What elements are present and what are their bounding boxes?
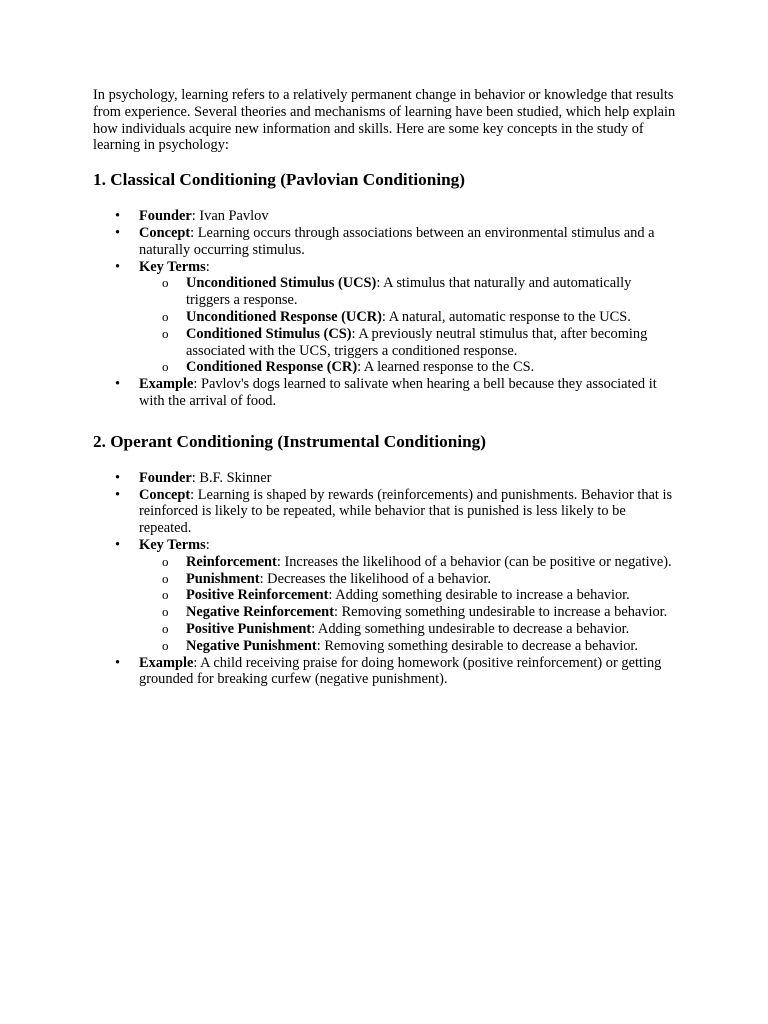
list-item-example — [139, 376, 678, 410]
term-text: : Ivan Pavlov — [191, 208, 269, 225]
list-item-founder — [139, 470, 678, 487]
term-text: : Removing something desirable to decrease a behavior. — [316, 637, 639, 654]
term-label: Example — [139, 654, 194, 671]
sublist-item — [186, 309, 678, 326]
list-item-founder — [139, 208, 678, 225]
sublist-item — [186, 571, 678, 588]
term-label: Unconditioned Response (UCR) — [186, 308, 382, 325]
section-heading-classical: 1. Classical Conditioning (Pavlovian Conditioning) — [93, 170, 465, 190]
term-label: Example — [139, 376, 194, 393]
term-text: : Learning is shaped by rewards (reinforcements) and punishments. Behavior that is reinforced is likely to be repeated, while behavior that is punished is less likely to be repeated. — [139, 486, 673, 537]
term-label: Conditioned Stimulus (CS) — [186, 325, 352, 342]
term-text: : B.F. Skinner — [191, 469, 272, 486]
term-label: Punishment — [186, 570, 260, 587]
list-item-example — [139, 655, 678, 689]
term-label: Key Terms — [139, 536, 206, 553]
classical-list — [93, 208, 678, 410]
term-text: : A previously neutral stimulus that, after becoming associated with the UCS, triggers a conditioned response. — [186, 325, 648, 359]
term-text: : Increases the likelihood of a behavior (can be positive or negative). — [276, 553, 672, 570]
section-heading-operant: 2. Operant Conditioning (Instrumental Conditioning) — [93, 431, 486, 451]
term-text: : Decreases the likelihood of a behavior. — [259, 570, 491, 587]
operant-list — [93, 470, 678, 688]
intro-paragraph: In psychology, learning refers to a relatively permanent change in behavior or knowledge that results from experience. Several theories and mechanisms of learning have been studied, which help explain how individuals acquire new information and skills. Here are some key concepts in the study of learning in psychology: — [93, 87, 676, 154]
term-label: Conditioned Response (CR) — [186, 359, 358, 376]
sublist-item — [186, 587, 678, 604]
term-text: : A learned response to the CS. — [357, 359, 535, 376]
term-text: : Learning occurs through associations between an environmental stimulus and a naturally occurring stimulus. — [139, 224, 655, 258]
term-text: : Adding something undesirable to decrease a behavior. — [311, 620, 630, 637]
term-text: : Adding something desirable to increase a behavior. — [328, 587, 630, 604]
term-text: : — [205, 536, 210, 553]
sublist-item — [186, 359, 678, 376]
term-label: Unconditioned Stimulus (UCS) — [186, 275, 377, 292]
key-terms-sublist — [139, 554, 678, 655]
sublist-item — [186, 638, 678, 655]
term-label: Concept — [139, 486, 191, 503]
sublist-item — [186, 275, 678, 309]
term-text: : A stimulus that naturally and automatically triggers a response. — [186, 275, 632, 309]
sublist-item — [186, 554, 678, 571]
term-text: : Removing something undesirable to increase a behavior. — [333, 604, 668, 621]
term-text: : — [205, 258, 210, 275]
key-terms-sublist — [139, 275, 678, 376]
term-text: : Pavlov's dogs learned to salivate when hearing a bell because they associated it with the arrival of food. — [139, 376, 657, 409]
term-label: Concept — [139, 224, 191, 241]
term-text: : A child receiving praise for doing homework (positive reinforcement) or getting grounded for breaking curfew (negative punishment). — [139, 654, 662, 688]
term-label: Positive Reinforcement — [186, 587, 329, 604]
term-label: Founder — [139, 208, 192, 225]
term-label: Key Terms — [139, 258, 206, 275]
term-label: Positive Punishment — [186, 620, 312, 637]
term-label: Reinforcement — [186, 553, 277, 570]
sublist-item — [186, 326, 678, 360]
list-item-concept — [139, 225, 678, 259]
sublist-item — [186, 604, 678, 621]
list-item-concept — [139, 487, 678, 537]
term-label: Negative Punishment — [186, 637, 317, 654]
sublist-item — [186, 621, 678, 638]
term-text: : A natural, automatic response to the UCS. — [381, 308, 631, 325]
term-label: Founder — [139, 469, 192, 486]
list-item-key-terms — [139, 259, 678, 377]
list-item-key-terms — [139, 537, 678, 655]
term-label: Negative Reinforcement — [186, 604, 334, 621]
